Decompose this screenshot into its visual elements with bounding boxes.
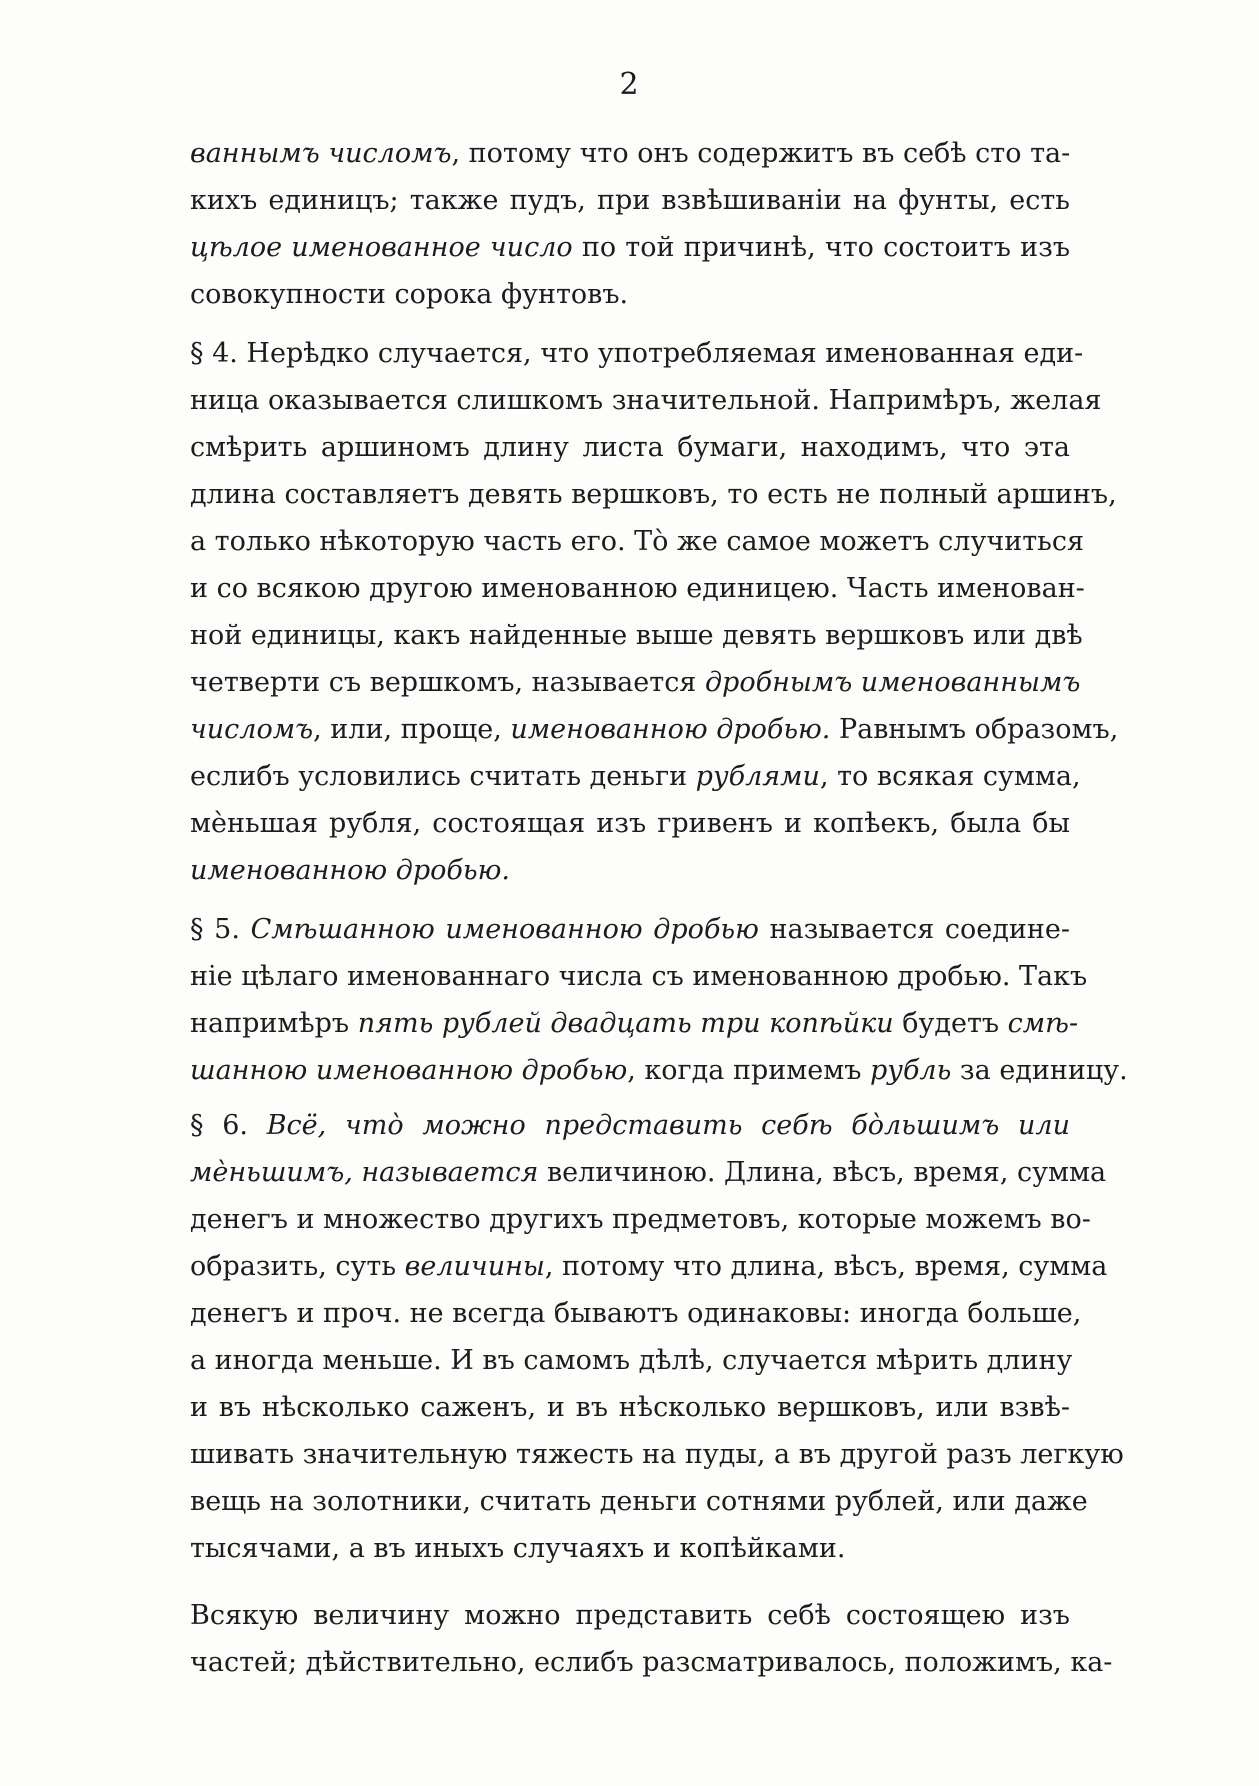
- italic-text: именованною дробью.: [190, 855, 510, 886]
- italic-text: рубль: [870, 1055, 952, 1086]
- text-line: [190, 1047, 1128, 1094]
- text-segment: величиною. Длина, вѣсъ, время, сумма: [538, 1157, 1107, 1188]
- text-segment: называется соедине-: [758, 914, 1070, 945]
- text-line: [190, 1431, 1124, 1478]
- paragraph-gap: [190, 894, 1070, 906]
- paragraph-gap: [190, 318, 1070, 330]
- italic-text: пять рублей двадцать три копѣйки: [357, 1008, 894, 1039]
- text-line: [190, 1592, 1070, 1639]
- text-line: [190, 130, 1070, 177]
- text-segment: Равнымъ образомъ,: [830, 714, 1119, 745]
- text-segment: , потому что онъ содержитъ въ себѣ сто та-: [451, 138, 1071, 169]
- paragraph: [190, 330, 1119, 894]
- paragraph-gap: [190, 1094, 1070, 1102]
- text-line: [190, 800, 1070, 847]
- text-segment: Всякую величину можно представить себѣ состоящею изъ: [190, 1600, 1070, 1631]
- text-line: [190, 1525, 1070, 1572]
- italic-text: величины: [404, 1251, 545, 1282]
- italic-text: шанною именованною дробью: [190, 1055, 628, 1086]
- text-segment: § 4. Нерѣдко случается, что употребляемая именованная еди-: [190, 338, 1084, 369]
- text-line: [190, 1102, 1070, 1149]
- text-segment: а только нѣкоторую часть его. Тò же самое можетъ случиться: [190, 526, 1084, 557]
- text-line: [190, 224, 1070, 271]
- text-line: [190, 424, 1070, 471]
- text-line: [190, 1149, 1107, 1196]
- text-line: [190, 377, 1102, 424]
- paragraph: [190, 1592, 1113, 1686]
- text-segment: четверти съ вершкомъ, называется: [190, 667, 705, 698]
- text-line: [190, 330, 1084, 377]
- text-line: [190, 1337, 1073, 1384]
- text-line: [190, 271, 1070, 318]
- text-segment: вещь на золотники, считать деньги сотнями рублей, или даже: [190, 1486, 1088, 1517]
- italic-text: Всё, что̀ можно представить себѣ бòльшимъ или: [266, 1110, 1070, 1141]
- text-segment: и въ нѣсколько саженъ, и въ нѣсколько вершковъ, или взвѣ-: [190, 1392, 1070, 1423]
- text-line: [190, 659, 1081, 706]
- text-segment: за единицу.: [951, 1055, 1128, 1086]
- text-line: [190, 1000, 1079, 1047]
- text-segment: , то всякая сумма,: [819, 761, 1081, 792]
- text-line: [190, 518, 1084, 565]
- italic-text: числомъ: [190, 714, 314, 745]
- text-segment: по той причинѣ, что состоитъ изъ: [572, 232, 1070, 263]
- text-segment: образить, суть: [190, 1251, 405, 1282]
- text-line: [190, 1290, 1082, 1337]
- paragraph-gap: [190, 1572, 1070, 1592]
- text-line: [190, 1243, 1108, 1290]
- text-line: [190, 1384, 1070, 1431]
- text-segment: ной единицы, какъ найденные выше девять вершковъ или двѣ: [190, 620, 1083, 651]
- paragraph: [190, 906, 1128, 1094]
- page-body-text: [190, 130, 1128, 1686]
- text-line: [190, 906, 1070, 953]
- text-segment: § 6.: [190, 1110, 267, 1141]
- text-segment: смѣрить аршиномъ длину листа бумаги, находимъ, что эта: [190, 432, 1070, 463]
- text-segment: , или, проще,: [313, 714, 511, 745]
- text-segment: будетъ: [893, 1008, 1008, 1039]
- text-segment: кихъ единицъ; также пудъ, при взвѣшиваніи на фунты, есть: [190, 185, 1070, 216]
- text-segment: § 5.: [190, 914, 251, 945]
- text-segment: частей; дѣйствительно, еслибъ разсматривалось, положимъ, ка-: [190, 1647, 1113, 1678]
- text-segment: а иногда меньше. И въ самомъ дѣлѣ, случается мѣрить длину: [190, 1345, 1073, 1376]
- text-segment: ница оказывается слишкомъ значительной. Напримѣръ, желая: [190, 385, 1102, 416]
- text-line: [190, 471, 1117, 518]
- text-segment: тысячами, а въ иныхъ случаяхъ и копѣйками.: [190, 1533, 846, 1564]
- italic-text: именованною дробью.: [510, 714, 831, 745]
- text-line: [190, 1639, 1113, 1686]
- text-line: [190, 706, 1119, 753]
- text-segment: , когда примемъ: [627, 1055, 870, 1086]
- text-segment: ніе цѣлаго именованнаго числа съ именованною дробью. Такъ: [190, 961, 1088, 992]
- text-segment: еслибъ условились считать деньги: [190, 761, 696, 792]
- italic-text: смѣ-: [1007, 1008, 1079, 1039]
- text-segment: , потому что длина, вѣсъ, время, сумма: [544, 1251, 1108, 1282]
- text-segment: совокупности сорока фунтовъ.: [190, 279, 629, 310]
- italic-text: мѐньшимъ, называется: [190, 1157, 539, 1188]
- text-line: [190, 612, 1083, 659]
- text-line: [190, 1478, 1088, 1525]
- text-segment: денегъ и множество другихъ предметовъ, которые можемъ во-: [190, 1204, 1091, 1235]
- text-segment: длина составляетъ девять вершковъ, то есть не полный аршинъ,: [190, 479, 1117, 510]
- paragraph: [190, 1102, 1124, 1572]
- page-number: 2: [619, 67, 640, 102]
- text-segment: денегъ и проч. не всегда бываютъ одинаковы: иногда больше,: [190, 1298, 1082, 1329]
- text-line: [190, 565, 1085, 612]
- text-segment: мѐньшая рубля, состоящая изъ гривенъ и копѣекъ, была бы: [190, 808, 1070, 839]
- paragraph: [190, 130, 1070, 318]
- text-line: [190, 953, 1088, 1000]
- italic-text: дробнымъ именованнымъ: [704, 667, 1081, 698]
- italic-text: ваннымъ числомъ: [190, 138, 452, 169]
- text-segment: шивать значительную тяжесть на пуды, а въ другой разъ легкую: [190, 1439, 1124, 1470]
- italic-text: цѣлое именованное число: [190, 232, 573, 263]
- italic-text: Смѣшанною именованною дробью: [250, 914, 759, 945]
- text-line: [190, 847, 1070, 894]
- italic-text: рублями: [695, 761, 820, 792]
- text-line: [190, 753, 1081, 800]
- text-segment: напримѣръ: [190, 1008, 358, 1039]
- text-line: [190, 1196, 1091, 1243]
- text-segment: и со всякою другою именованною единицею. Часть именован-: [190, 573, 1085, 604]
- text-line: [190, 177, 1070, 224]
